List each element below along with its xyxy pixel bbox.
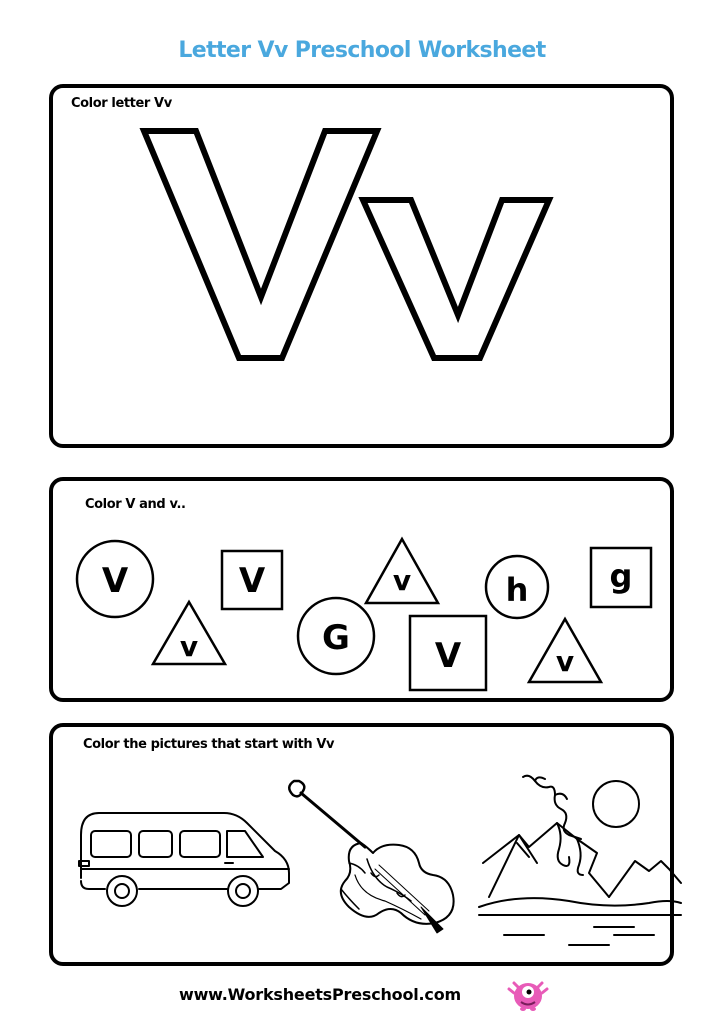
- pictures-panel: [49, 723, 674, 966]
- shape-letter: h: [505, 571, 529, 609]
- pink-monster-icon: [508, 973, 548, 1013]
- shape-letter: v: [555, 645, 575, 678]
- letter-instruction: Color letter Vv: [71, 96, 172, 111]
- shape-letter: V: [238, 561, 266, 601]
- shapes-panel: [49, 477, 674, 702]
- violin-drawing: [289, 781, 453, 933]
- shape-letter: V: [434, 636, 462, 676]
- shape-letter: g: [609, 557, 633, 595]
- footer-url[interactable]: www.WorksheetsPreschool.com: [179, 985, 461, 1004]
- outlined-letters: [49, 84, 674, 448]
- pictures: [49, 723, 674, 966]
- pictures-instruction: Color the pictures that start with Vv: [83, 737, 335, 752]
- outline-capital-v: [144, 131, 377, 358]
- shape-letter: V: [101, 561, 129, 601]
- shape-letter: v: [392, 564, 412, 597]
- shapes-instruction: Color V and v..: [85, 497, 186, 512]
- outline-lowercase-v: [363, 200, 549, 358]
- letter-panel: [49, 84, 674, 448]
- van-drawing: [79, 813, 289, 906]
- page-title: Letter Vv Preschool Worksheet: [178, 38, 546, 63]
- shape-letter: v: [179, 630, 199, 663]
- volcano-drawing: [479, 776, 681, 945]
- shape-letter: G: [322, 618, 350, 658]
- letter-shapes: [49, 477, 674, 702]
